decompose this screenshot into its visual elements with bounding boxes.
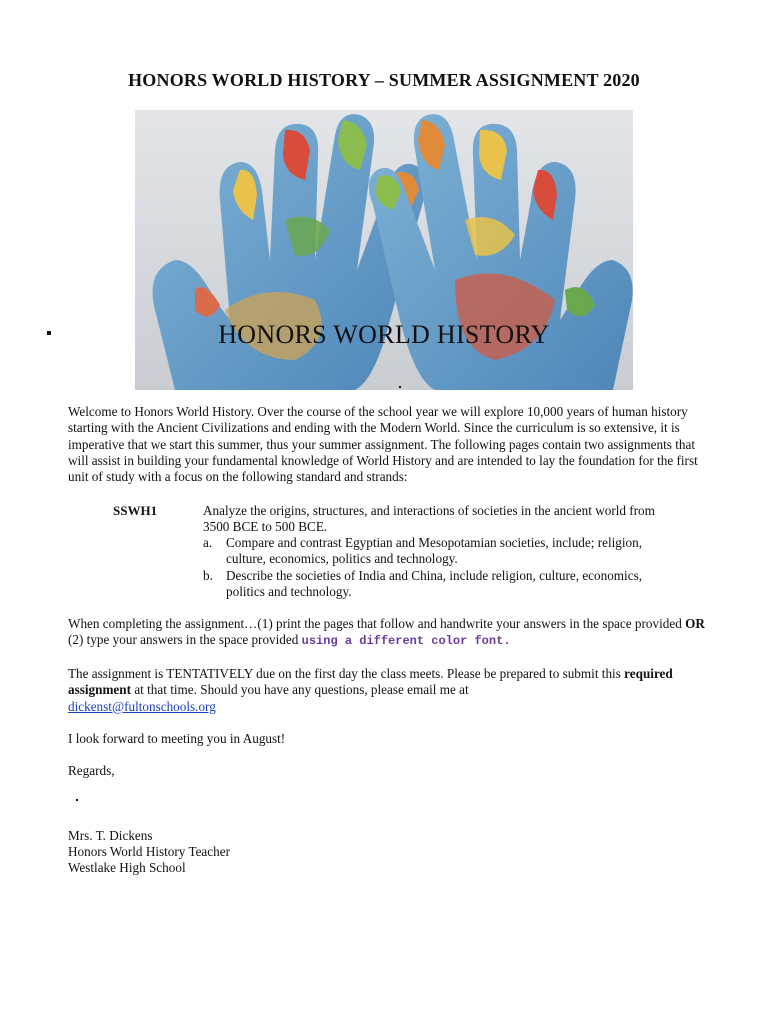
instructions-text-2: (2) type your answers in the space provided	[68, 632, 302, 648]
strand-marker: a.	[203, 535, 213, 550]
strand-text: Compare and contrast Egyptian and Mesopotamian societies, include; religion, culture, economics, politics and technology.	[226, 535, 643, 567]
bullet-dot	[47, 331, 51, 335]
strand-marker: b.	[203, 568, 213, 583]
email-link[interactable]: dickenst@fultonschools.org	[68, 698, 216, 714]
bullet-dot	[76, 799, 78, 801]
signature-school: Westlake High School	[68, 860, 186, 875]
intro-paragraph: Welcome to Honors World History. Over the course of the school year we will explore 10,000 years of human history starting with the Ancient Civilizations and ending with the Modern World. Since the curriculum is so extensive, it is imperative that we start this summer, thus your summer assignment. The following pages contain two assignments that will assist in building your fundamental knowledge of World History and are intended to lay the foundation for the first unit of study with a focus on the following standard and strands:	[68, 404, 698, 485]
page-title: HONORS WORLD HISTORY – SUMMER ASSIGNMENT 2020	[128, 70, 640, 90]
signature-role: Honors World History Teacher	[68, 844, 230, 859]
instructions-text-1: When completing the assignment…(1) print the pages that follow and handwrite your answers in the space provided	[68, 616, 686, 631]
bullet-dot	[399, 386, 401, 388]
standard-code: SSWH1	[113, 503, 158, 518]
regards-line: Regards,	[68, 763, 115, 778]
due-text-1: The assignment is TENTATIVELY due on the first day the class meets. Please be prepared to submit this	[68, 666, 625, 681]
signature-name: Mrs. T. Dickens	[68, 828, 153, 843]
due-bold: required assignment	[68, 666, 673, 698]
strand-a	[203, 535, 673, 568]
banner-caption: HONORS WORLD HISTORY	[218, 320, 550, 349]
due-paragraph	[68, 666, 708, 715]
instructions-paragraph	[68, 616, 708, 650]
instructions-emphasis: using a different color font.	[301, 634, 511, 649]
due-text-2: at that time. Should you have any questions, please email me at	[131, 682, 469, 698]
standard-text: Analyze the origins, structures, and interactions of societies in the ancient world from 3500 BCE to 500 BCE.	[203, 503, 655, 535]
strand-text: Describe the societies of India and China, include religion, culture, economics, politics and technology.	[226, 568, 643, 600]
instructions-or: OR	[685, 616, 705, 631]
hands-world-map-image	[135, 110, 633, 390]
closing-line: I look forward to meeting you in August!	[68, 731, 286, 746]
strand-b	[203, 568, 673, 601]
